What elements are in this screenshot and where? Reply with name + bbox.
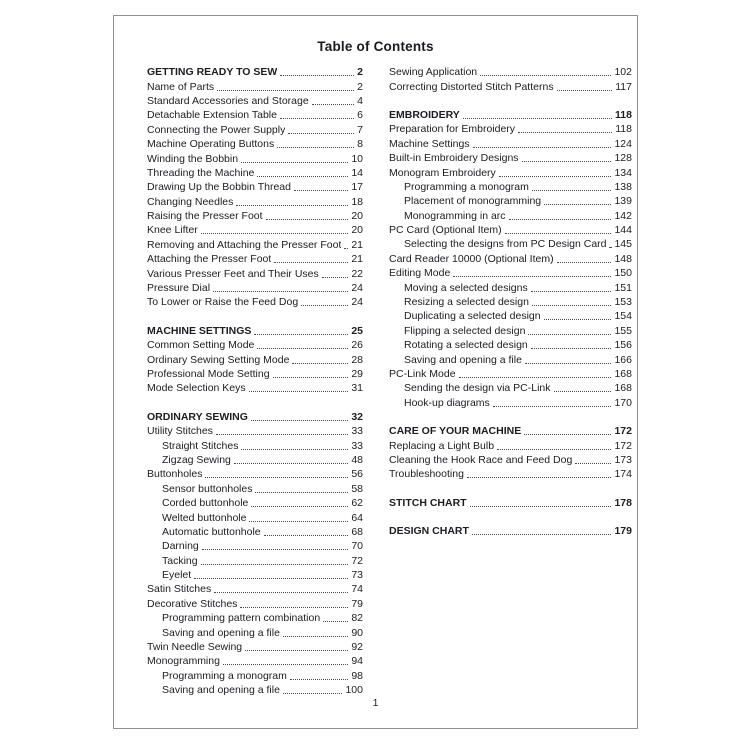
toc-entry-page: 72: [351, 554, 363, 567]
toc-leader-dots: [240, 600, 348, 608]
toc-entry: [389, 309, 632, 323]
toc-entry-label: Monogramming: [147, 655, 220, 668]
toc-leader-dots: [480, 68, 611, 76]
toc-entry: [389, 223, 632, 237]
toc-entry: [147, 496, 363, 510]
toc-entry: [147, 338, 363, 352]
toc-entry-label: Monogramming in arc: [404, 209, 506, 222]
toc-entry-label: Rotating a selected design: [404, 339, 528, 352]
toc-entry-page: 154: [614, 310, 632, 323]
toc-entry-label: Saving and opening a file: [162, 684, 280, 697]
toc-entry-page: 178: [614, 496, 632, 509]
toc-entry: [147, 597, 363, 611]
toc-entry-label: Sending the design via PC-Link: [404, 382, 551, 395]
toc-entry-page: 24: [351, 296, 363, 309]
toc-entry: [389, 280, 632, 294]
toc-entry-page: 94: [351, 655, 363, 668]
toc-entry-page: 148: [614, 252, 632, 265]
toc-entry-label: Threading the Machine: [147, 166, 255, 179]
toc-entry-page: 73: [351, 569, 363, 582]
toc-entry-label: Satin Stitches: [147, 583, 212, 596]
toc-entry-label: Welted buttonhole: [162, 511, 247, 524]
toc-entry: [389, 467, 632, 481]
toc-entry-label: Raising the Presser Foot: [147, 210, 263, 223]
toc-entry: [147, 295, 363, 309]
toc-leader-dots: [473, 140, 612, 148]
toc-entry-label: Machine Settings: [389, 137, 470, 150]
toc-entry-page: 6: [357, 109, 363, 122]
toc-entry-page: 74: [351, 583, 363, 596]
toc-entry-label: Cleaning the Hook Race and Feed Dog: [389, 453, 573, 466]
toc-entry-page: 172: [614, 439, 632, 452]
toc-entry-page: 22: [351, 267, 363, 280]
toc-leader-dots: [216, 427, 348, 435]
manual-page: [113, 15, 638, 729]
toc-entry-label: Removing and Attaching the Presser Foot: [147, 238, 342, 251]
toc-leader-dots: [499, 169, 612, 177]
toc-leader-dots: [463, 111, 612, 119]
toc-entry-label: Machine Operating Buttons: [147, 138, 275, 151]
toc-leader-dots: [531, 341, 612, 349]
toc-entry-page: 92: [351, 641, 363, 654]
toc-leader-dots: [241, 442, 348, 450]
toc-entry-label: Moving a selected designs: [404, 281, 528, 294]
toc-entry-label: Zigzag Sewing: [162, 453, 231, 466]
toc-leader-dots: [467, 470, 612, 478]
toc-leader-dots: [532, 183, 612, 191]
toc-entry-label: Programming pattern combination: [162, 612, 321, 625]
toc-entry-label: Buttonholes: [147, 468, 203, 481]
toc-entry-page: 82: [351, 612, 363, 625]
toc-entry-label: Ordinary Sewing Setting Mode: [147, 353, 290, 366]
toc-entry-page: 134: [614, 166, 632, 179]
toc-entry-label: Programming a monogram: [162, 669, 287, 682]
toc-entry-label: To Lower or Raise the Feed Dog: [147, 296, 299, 309]
toc-entry-page: 98: [351, 669, 363, 682]
toc-leader-dots: [202, 542, 349, 550]
toc-entry: [147, 525, 363, 539]
toc-entry-label: Monogram Embroidery: [389, 166, 496, 179]
toc-entry-label: Sewing Application: [389, 66, 478, 79]
toc-leader-dots: [249, 514, 348, 522]
toc-entry-page: 173: [614, 453, 632, 466]
toc-entry-label: Various Presser Feet and Their Uses: [147, 267, 319, 280]
toc-entry-page: 155: [614, 324, 632, 337]
toc-entry-page: 21: [351, 253, 363, 266]
toc-entry: [147, 625, 363, 639]
toc-entry-label: ORDINARY SEWING: [147, 410, 248, 423]
toc-entry-page: 118: [615, 108, 632, 121]
toc-entry: [147, 367, 363, 381]
toc-leader-dots: [322, 270, 349, 278]
toc-entry-page: 70: [351, 540, 363, 553]
toc-entry-page: 153: [614, 296, 632, 309]
toc-leader-dots: [557, 83, 613, 91]
toc-entry-label: Drawing Up the Bobbin Thread: [147, 181, 291, 194]
toc-entry: [147, 482, 363, 496]
toc-entry-page: 28: [351, 353, 363, 366]
toc-entry: [147, 654, 363, 668]
toc-entry-label: Selecting the designs from PC Design Card: [404, 238, 607, 251]
toc-entry: [147, 324, 363, 338]
toc-entry-page: 14: [351, 166, 363, 179]
toc-entry-page: 62: [351, 497, 363, 510]
toc-entry: [389, 381, 632, 395]
toc-entry-page: 144: [614, 224, 632, 237]
toc-entry-label: PC Card (Optional Item): [389, 224, 502, 237]
toc-entry: [147, 151, 363, 165]
toc-entry: [147, 640, 363, 654]
toc-leader-dots: [257, 169, 348, 177]
toc-entry-page: 21: [351, 238, 363, 251]
toc-leader-dots: [557, 255, 612, 263]
toc-leader-dots: [509, 212, 612, 220]
toc-entry-page: 156: [614, 339, 632, 352]
toc-entry: [147, 238, 363, 252]
toc-entry-label: Connecting the Power Supply: [147, 123, 286, 136]
toc-leader-dots: [214, 585, 348, 593]
toc-leader-dots: [257, 341, 348, 349]
toc-entry-page: 79: [351, 597, 363, 610]
toc-entry-label: MACHINE SETTINGS: [147, 324, 252, 337]
toc-entry-page: 179: [614, 525, 632, 538]
toc-entry: [147, 209, 363, 223]
toc-entry: [147, 424, 363, 438]
toc-leader-dots: [194, 571, 348, 579]
toc-leader-dots: [264, 528, 349, 536]
toc-entry-page: 170: [614, 396, 632, 409]
toc-entry-page: 118: [615, 123, 632, 136]
toc-entry: [389, 165, 632, 179]
toc-entry: [389, 352, 632, 366]
toc-entry-label: Programming a monogram: [404, 180, 529, 193]
page-title: Table of Contents: [317, 39, 434, 54]
toc-entry: [147, 410, 363, 424]
toc-leader-dots: [201, 557, 349, 565]
toc-leader-dots: [544, 197, 611, 205]
toc-entry-label: Troubleshooting: [389, 468, 464, 481]
toc-leader-dots: [251, 413, 348, 421]
toc-entry: [389, 295, 632, 309]
toc-entry: [389, 367, 632, 381]
toc-entry-page: 31: [351, 382, 363, 395]
toc-entry-page: 138: [614, 180, 632, 193]
toc-leader-dots: [609, 240, 611, 248]
toc-entry-label: Duplicating a selected design: [404, 310, 541, 323]
toc-entry-label: Placement of monogramming: [404, 195, 542, 208]
toc-entry-page: 174: [614, 468, 632, 481]
toc-entry: [389, 65, 632, 79]
toc-entry-label: Replacing a Light Bulb: [389, 439, 495, 452]
toc-entry-label: Resizing a selected design: [404, 296, 529, 309]
toc-entry-page: 2: [357, 80, 363, 93]
page-number: 1: [372, 697, 379, 709]
toc-entry-page: 64: [351, 511, 363, 524]
toc-entry-label: Editing Mode: [389, 267, 451, 280]
toc-entry: [147, 166, 363, 180]
toc-leader-dots: [554, 384, 612, 392]
toc-leader-dots: [532, 298, 612, 306]
toc-entry-page: 48: [351, 453, 363, 466]
toc-entry-label: Attaching the Presser Foot: [147, 253, 272, 266]
toc-entry-page: 7: [357, 123, 363, 136]
toc-entry-page: 20: [351, 210, 363, 223]
toc-leader-dots: [266, 212, 349, 220]
toc-entry-page: 32: [351, 410, 363, 423]
toc-entry-label: Name of Parts: [147, 80, 215, 93]
toc-leader-dots: [472, 527, 612, 535]
toc-entry-label: DESIGN CHART: [389, 525, 469, 538]
toc-leader-dots: [277, 140, 354, 148]
toc-entry: [147, 453, 363, 467]
toc-entry-label: Darning: [162, 540, 199, 553]
toc-entry-page: 4: [357, 94, 363, 107]
toc-leader-dots: [273, 370, 349, 378]
toc-entry-page: 139: [614, 195, 632, 208]
toc-entry-page: 58: [351, 482, 363, 495]
toc-entry-label: Detachable Extension Table: [147, 109, 277, 122]
toc-entry-page: 8: [357, 138, 363, 151]
toc-entry-label: Changing Needles: [147, 195, 234, 208]
toc-leader-dots: [283, 629, 348, 637]
toc-leader-dots: [470, 499, 612, 507]
toc-entry: [389, 453, 632, 467]
toc-entry-label: Pressure Dial: [147, 282, 211, 295]
toc-leader-dots: [344, 241, 348, 249]
toc-leader-dots: [223, 657, 348, 665]
toc-entry: [147, 223, 363, 237]
toc-entry: [147, 94, 363, 108]
toc-entry-page: 102: [614, 66, 632, 79]
toc-entry-page: 150: [614, 267, 632, 280]
toc-entry-page: 166: [614, 353, 632, 366]
toc-entry-page: 151: [614, 281, 632, 294]
toc-entry-page: 33: [351, 425, 363, 438]
toc-entry-page: 90: [351, 626, 363, 639]
toc-entry: [389, 524, 632, 538]
toc-entry: [147, 65, 363, 79]
toc-entry-label: CARE OF YOUR MACHINE: [389, 425, 522, 438]
toc-leader-dots: [459, 370, 612, 378]
toc-entry-page: 168: [614, 382, 632, 395]
toc-entry: [389, 438, 632, 452]
toc-entry: [389, 151, 632, 165]
toc-leader-dots: [234, 456, 348, 464]
toc-leader-dots: [525, 356, 612, 364]
toc-entry-label: Built-in Embroidery Designs: [389, 152, 519, 165]
toc-leader-dots: [280, 68, 354, 76]
toc-leader-dots: [274, 255, 348, 263]
toc-leader-dots: [323, 614, 348, 622]
toc-entry-page: 56: [351, 468, 363, 481]
toc-entry: [389, 237, 632, 251]
toc-leader-dots: [453, 269, 611, 277]
toc-entry: [147, 438, 363, 452]
toc-entry: [147, 180, 363, 194]
toc-leader-dots: [544, 312, 612, 320]
toc-entry-page: 172: [614, 425, 632, 438]
toc-entry: [389, 266, 632, 280]
toc-leader-dots: [290, 672, 348, 680]
toc-entry: [147, 137, 363, 151]
toc-entry: [147, 352, 363, 366]
toc-entry: [389, 137, 632, 151]
toc-entry: [147, 79, 363, 93]
toc-entry: [147, 554, 363, 568]
toc-entry-page: 2: [357, 66, 363, 79]
toc-entry-page: 10: [351, 152, 363, 165]
toc-entry-page: 117: [615, 80, 632, 93]
toc-leader-dots: [245, 643, 348, 651]
toc-leader-dots: [575, 456, 611, 464]
toc-entry-label: Common Setting Mode: [147, 339, 255, 352]
toc-entry-page: 145: [614, 238, 632, 251]
toc-entry-label: Saving and opening a file: [162, 626, 280, 639]
toc-entry-label: Corded buttonhole: [162, 497, 249, 510]
toc-entry-page: 124: [614, 137, 632, 150]
toc-column-right: [389, 65, 632, 538]
toc-leader-dots: [312, 97, 354, 105]
toc-entry-page: 17: [351, 181, 363, 194]
toc-leader-dots: [251, 499, 348, 507]
toc-entry-label: Tacking: [162, 554, 198, 567]
toc-entry: [389, 324, 632, 338]
toc-leader-dots: [493, 399, 612, 407]
toc-leader-dots: [518, 125, 612, 133]
toc-entry: [389, 338, 632, 352]
toc-entry-label: GETTING READY TO SEW: [147, 66, 278, 79]
toc-entry: [389, 194, 632, 208]
toc-entry: [389, 108, 632, 122]
toc-leader-dots: [497, 442, 611, 450]
toc-entry-label: Knee Lifter: [147, 224, 198, 237]
toc-entry-label: Hook-up diagrams: [404, 396, 490, 409]
toc-leader-dots: [280, 111, 354, 119]
toc-entry-label: Automatic buttonhole: [162, 525, 261, 538]
toc-leader-dots: [301, 298, 348, 306]
toc-entry: [147, 669, 363, 683]
toc-entry: [389, 252, 632, 266]
toc-entry-label: STITCH CHART: [389, 496, 467, 509]
toc-entry: [147, 281, 363, 295]
toc-entry: [147, 123, 363, 137]
toc-entry-label: Correcting Distorted Stitch Patterns: [389, 80, 554, 93]
toc-entry: [389, 496, 632, 510]
toc-entry-label: EMBROIDERY: [389, 108, 460, 121]
toc-entry-label: Utility Stitches: [147, 425, 213, 438]
toc-entry: [147, 510, 363, 524]
toc-entry-label: Standard Accessories and Storage: [147, 94, 309, 107]
toc-entry: [147, 266, 363, 280]
toc-entry-label: Decorative Stitches: [147, 597, 238, 610]
toc-leader-dots: [288, 126, 354, 134]
toc-entry-page: 68: [351, 525, 363, 538]
toc-leader-dots: [217, 83, 354, 91]
toc-entry: [389, 79, 632, 93]
toc-entry: [147, 582, 363, 596]
toc-entry-page: 25: [351, 324, 363, 337]
toc-entry: [147, 195, 363, 209]
toc-entry: [147, 683, 363, 697]
toc-entry: [147, 108, 363, 122]
toc-entry: [147, 611, 363, 625]
toc-entry: [147, 568, 363, 582]
toc-leader-dots: [254, 327, 348, 335]
toc-leader-dots: [524, 427, 611, 435]
toc-leader-dots: [201, 226, 349, 234]
toc-leader-dots: [241, 155, 348, 163]
toc-entry: [147, 252, 363, 266]
toc-entry: [389, 122, 632, 136]
toc-leader-dots: [531, 284, 612, 292]
toc-column-left: [147, 65, 363, 697]
toc-entry: [389, 180, 632, 194]
toc-leader-dots: [294, 183, 348, 191]
toc-leader-dots: [255, 485, 348, 493]
toc-leader-dots: [283, 686, 343, 694]
toc-entry-page: 100: [345, 684, 363, 697]
toc-entry-label: Twin Needle Sewing: [147, 641, 243, 654]
toc-leader-dots: [213, 284, 348, 292]
toc-entry: [147, 381, 363, 395]
toc-entry-page: 168: [614, 368, 632, 380]
toc-entry-page: 142: [614, 209, 632, 222]
toc-entry: [389, 424, 632, 438]
toc-entry-label: PC-Link Mode: [389, 368, 456, 380]
toc-leader-dots: [205, 470, 348, 478]
toc-entry-page: 18: [351, 195, 363, 208]
toc-entry: [147, 467, 363, 481]
toc-entry-label: Straight Stitches: [162, 439, 239, 452]
toc-leader-dots: [249, 384, 349, 392]
toc-entry-label: Mode Selection Keys: [147, 382, 246, 395]
toc-entry-page: 33: [351, 439, 363, 452]
toc-leader-dots: [505, 226, 612, 234]
toc-entry: [147, 539, 363, 553]
toc-entry-label: Sensor buttonholes: [162, 482, 253, 495]
toc-leader-dots: [522, 154, 612, 162]
toc-leader-dots: [292, 356, 348, 364]
toc-entry-label: Preparation for Embroidery: [389, 123, 516, 136]
toc-entry: [389, 209, 632, 223]
toc-entry-label: Winding the Bobbin: [147, 152, 239, 165]
toc-leader-dots: [236, 198, 348, 206]
toc-entry: [389, 396, 632, 410]
toc-entry-page: 20: [351, 224, 363, 237]
toc-entry-label: Card Reader 10000 (Optional Item): [389, 252, 554, 265]
toc-entry-page: 26: [351, 339, 363, 352]
toc-entry-page: 24: [351, 282, 363, 295]
toc-entry-page: 128: [614, 152, 632, 165]
toc-entry-label: Professional Mode Setting: [147, 368, 270, 380]
toc-entry-label: Saving and opening a file: [404, 353, 522, 366]
toc-entry-page: 29: [351, 368, 363, 380]
toc-entry-label: Flipping a selected design: [404, 324, 526, 337]
toc-entry-label: Eyelet: [162, 569, 192, 582]
toc-leader-dots: [528, 327, 611, 335]
